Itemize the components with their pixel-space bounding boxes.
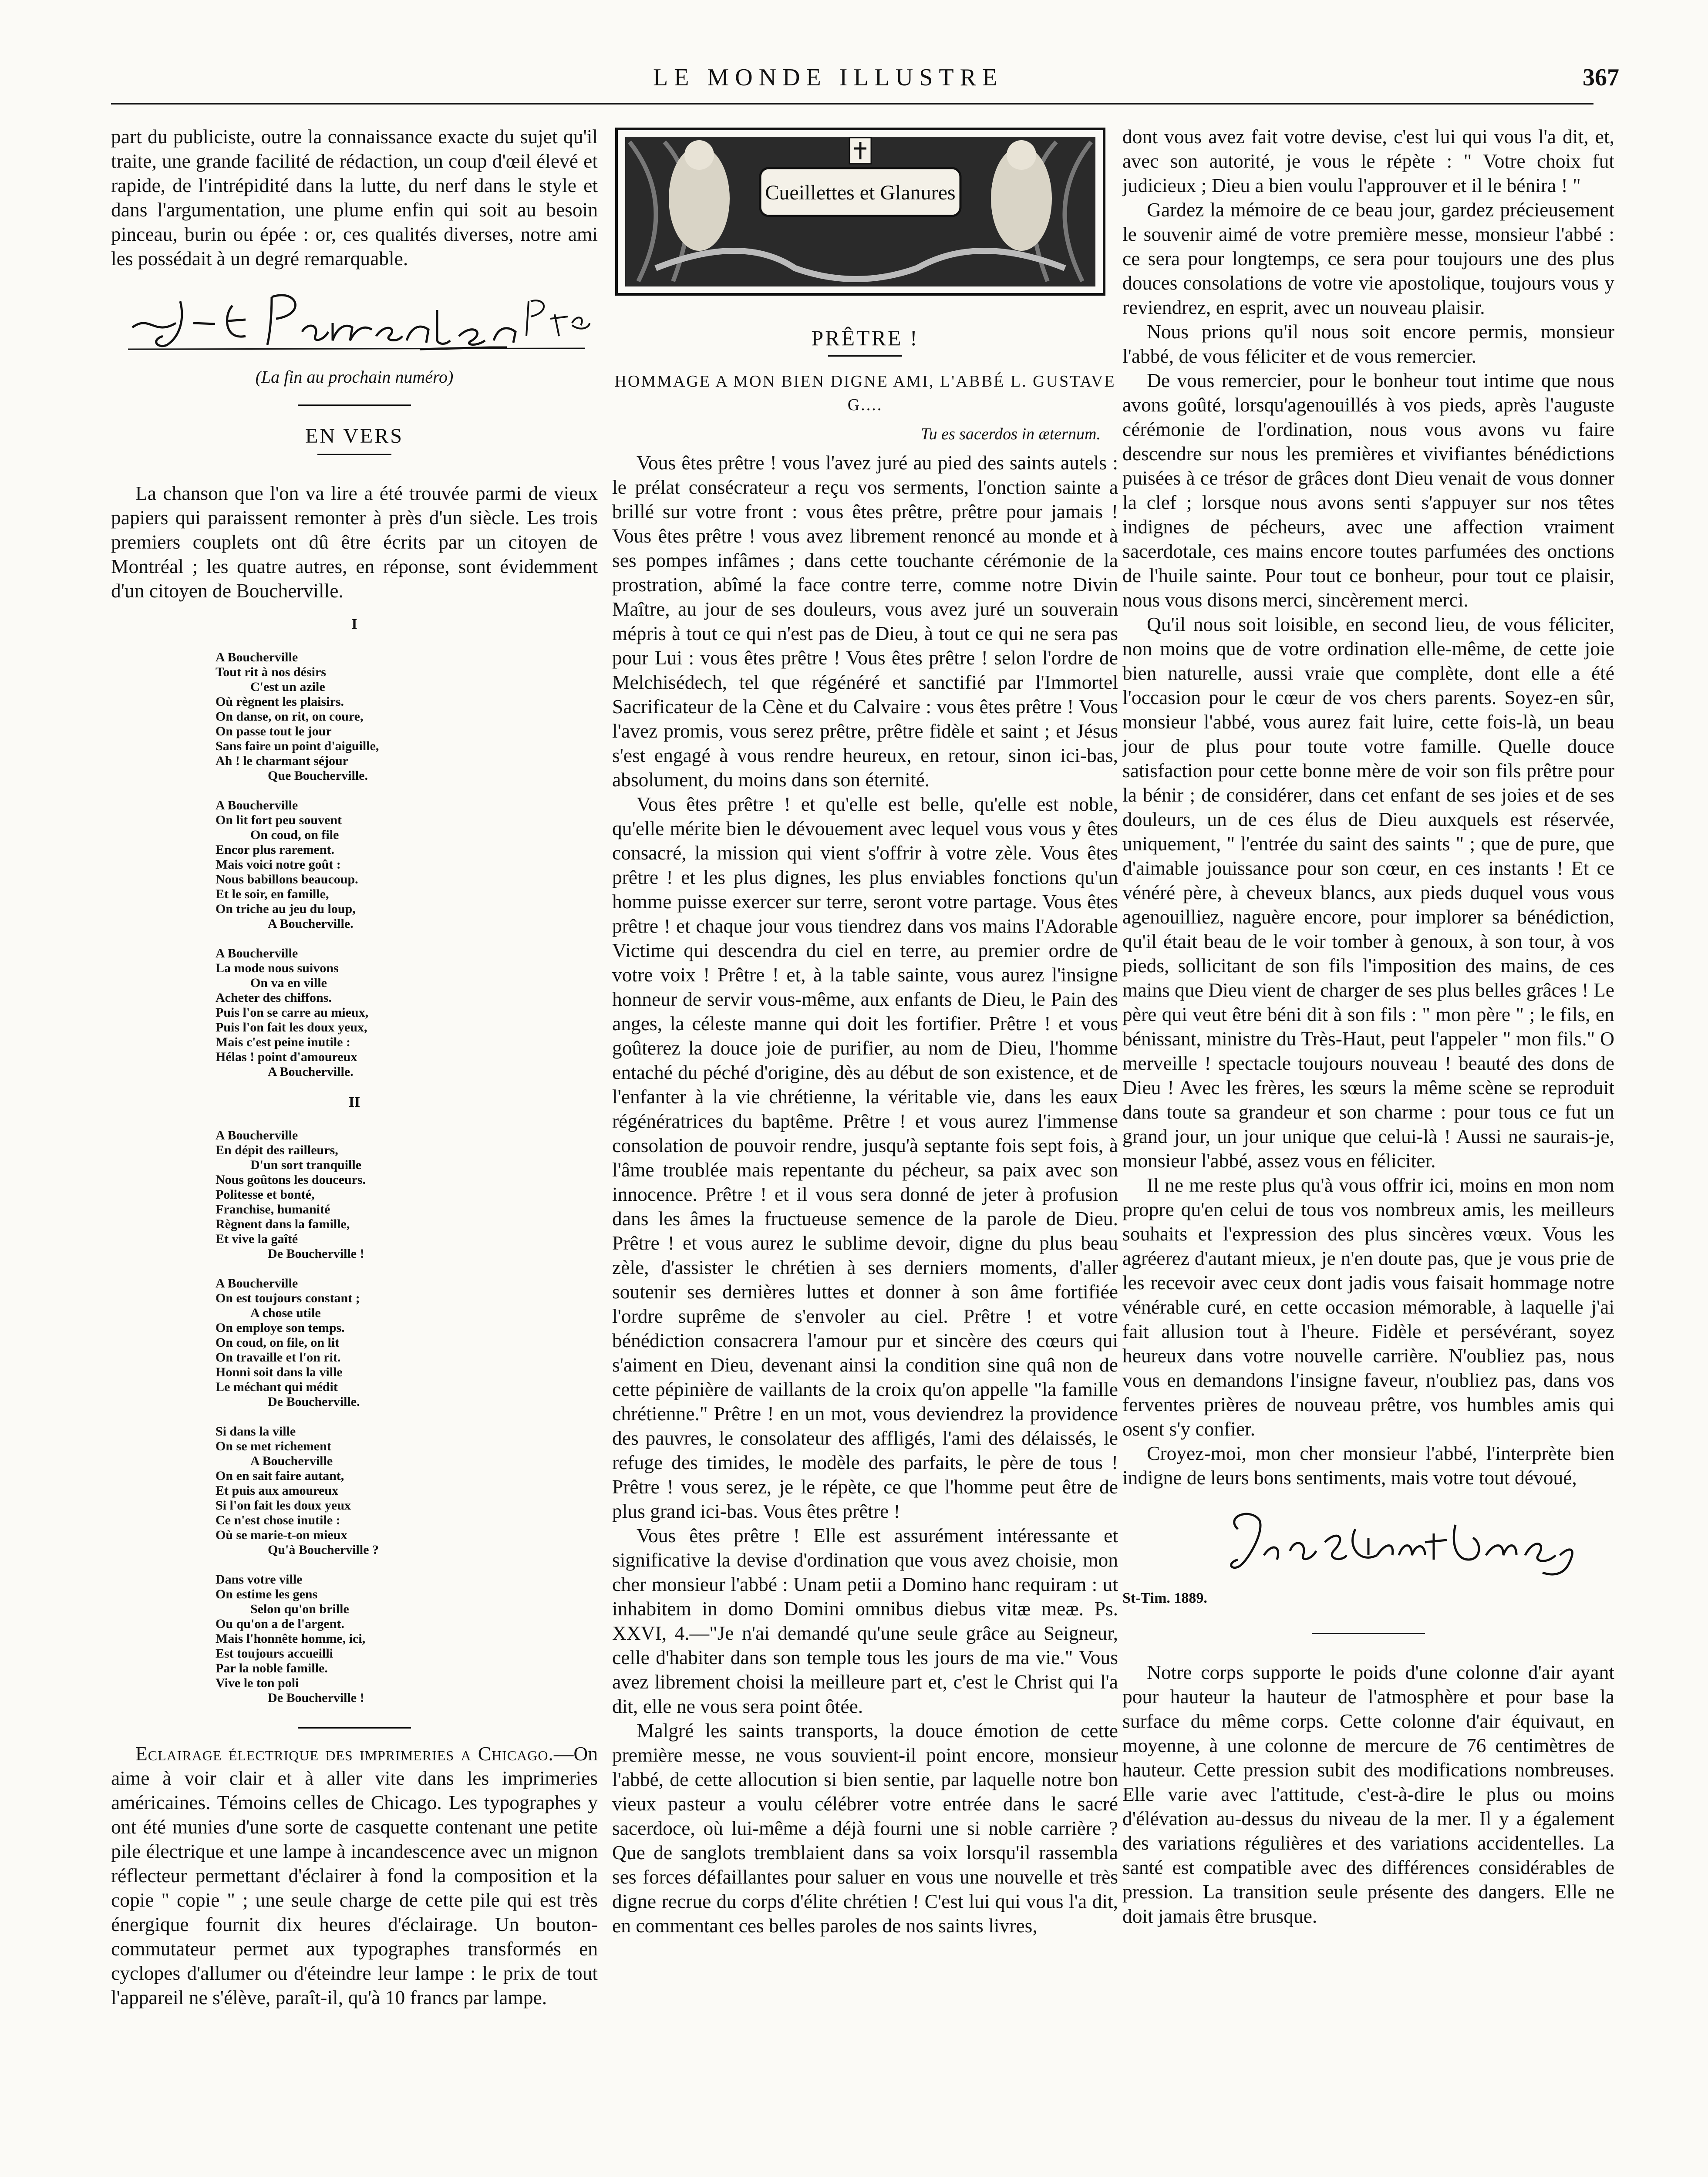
poem-line: A Boucherville (216, 946, 298, 960)
poem-line: De Boucherville. (268, 1395, 360, 1409)
page-header (0, 61, 1708, 113)
paragraph-remercier: De vous remercier, pour le bonheur tout intime que nous avons goûté, lorsqu'agenouillés à vos pieds, après l'auguste cérémonie de l'ordination, nous vous avons vu faire descendre sur nous les premières et vivifiantes bénédictions puisées à ce trésor de grâces dont Dieu venait de vous donner la clef ; lorsque nous avons senti s'appuyer sur nos têtes indignes de pécheurs, avec une affection vraiment sacerdotale, ces mains encore toutes parfumées des onctions de l'huile sainte. Pour tout ce bonheur, pour tout ce plaisir, nous vous disons merci, sincèrement merci. (1122, 369, 1614, 611)
article-dedication: HOMMAGE A MON BIEN DIGNE AMI, L'ABBÉ L. GUSTAVE G.... (614, 372, 1116, 414)
continued-paragraph: dont vous avez fait votre devise, c'est lui qui vous l'a dit, et, avec son autorité, je vous le répète : " Votre choix fut judicieux ; Dieu a bien voulu l'approuver et il le bénira ! " (1122, 125, 1614, 196)
poem-line: A Boucherville (216, 1128, 298, 1142)
poem-line: On est toujours constant ; (216, 1291, 360, 1305)
section-title-en-vers: EN VERS (305, 425, 404, 448)
parenteau-signature (115, 271, 594, 362)
poem-line: Par la noble famille. (216, 1661, 328, 1675)
poem-line: On va en ville (250, 976, 327, 990)
poem-line: Puis l'on se carre au mieux, (216, 1005, 369, 1020)
poem-line: On travaille et l'on rit. (216, 1350, 341, 1365)
vignette-label: Cueillettes et Glanures (765, 181, 956, 204)
poem-line: Hélas ! point d'amoureux (216, 1050, 357, 1064)
poem-line: Si dans la ville (216, 1424, 296, 1439)
paragraph-souhaits: Il ne me reste plus qu'à vous offrir ici, moins en mon nom propre qu'en celui de tous vos nombreux amis, les meilleurs souhaits et l'expression des plus sincères vœux. Vous les agréerez d'autant mieux, je n'en doute pas, que je vous prie de les recevoir avec ceux dont jadis vous faisait hommage notre vénérable curé, en cette occasion mémorable, à laquelle j'ai fait allusion tout à l'heure. Fidèle et persévérant, soyez heureux dans votre nouvelle carrière. N'oubliez pas, nous vous en demandons l'insigne faveur, n'oubliez pas, dans vos ferventes prières de nouveau prêtre, vos humbles amis qui osent s'y confier. (1122, 1174, 1614, 1440)
header-rule (111, 103, 1593, 104)
pretre-paragraph-3: Vous êtes prêtre ! Elle est assurément intéressante et significative la devise d'ordination que vous avez choisie, mon cher monsieur l'abbé : Unam petii a Domino hanc requiram : ut inhabitem in domo Domini omnibus diebus vitæ meæ. Ps. XXVI, 4.—"Je n'ai demandé qu'une seule grâce au Seigneur, celle d'habiter dans son temple tous les jours de ma vie." Vous avez librement choisi la meilleure part et, c'est le Christ qui l'a dit, elle ne vous sera point ôtée. (612, 1524, 1118, 1717)
poem-stanza (216, 946, 598, 1079)
article-title: PRÊTRE ! (811, 326, 919, 350)
poem-line: Ah ! le charmant séjour (216, 754, 348, 768)
poem-line: A Boucherville (216, 798, 298, 812)
poem-line: Mais voici notre goût : (216, 857, 341, 872)
poem-line: On passe tout le jour (216, 724, 332, 738)
poem-line: Nous babillons beaucoup. (216, 872, 358, 886)
poem-line: A Boucherville. (268, 1065, 354, 1079)
date-line: St-Tim. 1889. (1122, 1590, 1207, 1606)
poem-line: A chose utile (250, 1306, 321, 1320)
paragraph-nous-prions: Nous prions qu'il nous soit encore permis, monsieur l'abbé, de vous féliciter et de vous remercier. (1122, 320, 1614, 367)
poem-part-1 (216, 650, 598, 1079)
poem-line: De Boucherville ! (268, 1247, 364, 1261)
paragraph-feliciter: Qu'il nous soit loisible, en second lieu, de vous féliciter, non moins que de votre ordination elle-même, de cette joie bien naturelle, aussi vraie que complète, dont elle a été l'occasion pour le cœur de vos chers parents. Soyez-en sûr, monsieur l'abbé, vous aurez fait luire, cette fois-là, un beau jour de plus pour toute votre famille. Quelle douce satisfaction pour cette bonne mère de voir son fils prêtre pour la bénir ; de considérer, dans cet enfant de ses joies et de ses douleurs, un de ces élus de Dieu auxquels est réservée, uniquement, " l'entrée du saint des saints " ; que de pure, que d'aimable jouissance pour son cœur, en ces instants ! Et ce vénéré père, à cheveux blancs, aux pieds duquel vous vous agenouilliez, naguère encore, pour implorer sa bénédiction, qu'il était beau de le voir tomber à genoux, à son tour, à vos pieds, sollicitant de son fils l'imposition des mains, de ces mains que Dieu vient de charger de ses plus belles grâces ! Le père qui veut être béni dit à son fils : " mon père " ; le fils, en bénissant, ministre du Très-Haut, peut l'appeler " mon fils." O merveille ! spectacle toujours nouveau ! beauté des dons de Dieu ! Avec les frères, les sœurs la même scène se reproduit dans toute sa grandeur et son charme : pour tous ce fut un grand jour, un jour unique que celui-là ! Aussi ne saurais-je, monsieur l'abbé, assez vous en féliciter. (1122, 613, 1614, 1172)
poem-line: Est toujours accueilli (216, 1646, 333, 1661)
poem-line: On lit fort peu souvent (216, 813, 342, 827)
poem-stanza (216, 1424, 598, 1557)
poem-line: On coud, on file (250, 828, 339, 842)
poem-line: A Boucherville (250, 1454, 333, 1468)
poem-line: C'est un azile (250, 680, 325, 694)
poem-stanza (216, 798, 598, 931)
continued-note: (La fin au prochain numéro) (255, 367, 454, 387)
poem-line: Mais c'est peine inutile : (216, 1035, 350, 1049)
poem-line: Où se marie-t-on mieux (216, 1528, 347, 1542)
cueillettes-vignette (612, 125, 1108, 299)
eclairage-article (111, 1742, 598, 2010)
poem-stanza (216, 1276, 598, 1409)
poem-line: Politesse et bonté, (216, 1187, 315, 1202)
pretre-paragraph-2: Vous êtes prêtre ! et qu'elle est belle, qu'elle est noble, qu'elle mérite bien le dévouement avec lequel vous vous y êtes consacré, la mission qui vient s'offrir à votre zèle. Vous êtes prêtre ! et les plus dignes, les plus enviables fonctions qu'un homme puisse exercer sur terre, seront votre partage. Vous êtes prêtre ! et chaque jour vous tiendrez dans vos mains l'Adorable Victime qui descendra du ciel en terre, au premier ordre de votre voix ! Prêtre ! et, à la table sainte, vous aurez l'insigne honneur de servir vous-même, aux enfants de Dieu, le Pain des anges, la céleste manne qui doit les fortifier. Prêtre ! et vous goûterez la douce joie de purifier, au nom de Dieu, l'homme entaché du péché d'origine, dès au début de son existence, et de l'enfanter à la vie chrétienne, la véritable vie, dans les eaux régénératrices du baptême. Prêtre ! et vous aurez l'immense consolation de pouvoir rendre, jusqu'à septante fois sept fois, à l'âme troublée mais repentante du pécheur, sa paix avec son innocence. Prêtre ! et il vous sera donné de jeter à profusion dans les âmes la fructueuse semence de la parole de Dieu. Prêtre ! et vous aurez le sublime devoir, digne du plus beau zèle, d'assister le chrétien à ses derniers moments, d'aller soutenir ses dernières luttes et donner à son âme fortifiée l'ordre suprême de s'envoler au ciel. Prêtre ! et votre bénédiction consacrera l'amour pur et sincère des cœurs qui s'aiment en Dieu, devenant ainsi la condition sine quâ non de cette pépinière de vaillants de la croix qu'on appelle "la famille chrétienne." Prêtre ! en un mot, vous deviendrez la providence des pauvres, le consolateur des affligés, l'ami des délaissés, le refuge des timides, le modèle des parfaits, le père de tous ! Prêtre ! vous serez, je le répète, ce que l'homme peut être de plus grand ici-bas. Vous êtes prêtre ! (612, 793, 1118, 1522)
poem-line: Mais l'honnête homme, ici, (216, 1631, 366, 1646)
paragraph-closing: Croyez-moi, mon cher monsieur l'abbé, l'interprète bien indigne de leurs bons sentiments, mais votre tout dévoué, (1122, 1442, 1614, 1489)
poem-line: De Boucherville ! (268, 1691, 364, 1705)
intro-paragraph: part du publiciste, outre la connaissance exacte du sujet qu'il traite, une grande facilité de rédaction, un coup d'œil élevé et rapide, de l'intrépidité dans la lutte, du nerf dans le style et dans l'argumentation, une plume enfin qui soit au besoin pinceau, burin ou épée : or, ces qualités diverses, notre ami les possédait à un degré remarquable. (111, 125, 598, 270)
page-number: 367 (1583, 64, 1619, 91)
poem-line: Tout rit à nos désirs (216, 665, 326, 679)
masthead: LE MONDE ILLUSTRE (653, 64, 1004, 91)
poem-line: Honni soit dans la ville (216, 1365, 343, 1379)
poem-line: Ou qu'on a de l'argent. (216, 1617, 344, 1631)
poem-line: On coud, on file, on lit (216, 1335, 340, 1350)
part-label-2: II (348, 1094, 360, 1110)
column-left (111, 125, 598, 2177)
poem-line: Si l'on fait les doux yeux (216, 1498, 351, 1513)
poem-line: Où règnent les plaisirs. (216, 694, 344, 709)
poem-line: Ce n'est chose inutile : (216, 1513, 340, 1527)
poem-line: On danse, on rit, on coure, (216, 709, 364, 724)
paragraph-gardez: Gardez la mémoire de ce beau jour, gardez précieusement le souvenir aimé de votre première messe, monsieur l'abbé : ce sera pour longtemps, ce sera pour toujours une des plus douces consolations de votre vie apostolique, toujours vous y reviendrez, en esprit, avec un nouveau plaisir. (1122, 199, 1614, 318)
poem-line: On employe son temps. (216, 1321, 345, 1335)
poem-line: Puis l'on fait les doux yeux, (216, 1020, 367, 1035)
poem-line: On estime les gens (216, 1587, 318, 1601)
poem-line: Règnent dans la famille, (216, 1217, 350, 1231)
section-rule (1312, 1633, 1425, 1634)
column-right (1122, 125, 1614, 2177)
vers-intro: La chanson que l'on va lire a été trouvée parmi de vieux papiers qui paraissent remonter à près d'un siècle. Les trois premiers couplets ont dû être écrits par un citoyen de Montréal ; les quatre autres, en réponse, sont évidemment d'un citoyen de Boucherville. (111, 482, 598, 602)
poem-line: On en sait faire autant, (216, 1469, 344, 1483)
poem-line: La mode nous suivons (216, 961, 339, 975)
poem-stanza (216, 1572, 598, 1705)
pretre-paragraph-1: Vous êtes prêtre ! vous l'avez juré au pied des saints autels : le prélat consécrateur a reçu vos serments, l'onction sainte a brillé sur votre front : vous êtes prêtre, prêtre pour jamais ! Vous êtes prêtre ! vous avez librement renoncé au monde et à ses pompes infâmes ; dans cette touchante cérémonie de la prostration, abîmé la face contre terre, comme notre Divin Maître, au jour de ses douleurs, vous avez juré un souverain mépris à tout ce qui n'est pas de Dieu, à tout ce qui ne sera pas pour Lui : vous êtes prêtre ! Vous êtes prêtre ! selon l'ordre de Melchisédech, tel que régénéré et sanctifié par l'Immortel Sacrificateur de la Cène et du Calvaire : vous êtes prêtre ! Vous l'avez promis, vous serez prêtre, prêtre fidèle et saint ; et Jésus s'est engagé à vous rendre heureux, en retour, sinon ici-bas, absolument, du moins dans son éternité. (612, 452, 1118, 791)
poem-line: Vive le ton poli (216, 1676, 299, 1690)
poem-line: Et puis aux amoureux (216, 1483, 339, 1498)
pretre-paragraph-4: Malgré les saints transports, la douce émotion de cette première messe, ne vous souvient-il point encore, monsieur l'abbé, de cette allocution si bien sentie, par laquelle notre bon vieux pasteur a voulu célébrer votre entrée dans le sacré sacerdoce, où lui-même a déjà fourni une si noble carrière ? Que de sanglots tremblaient dans sa voix lorsqu'il rassembla ses forces défaillantes pour saluer en vous une nouvelle et très digne recrue du corps d'élite chrétien ! C'est lui qui vous l'a dit, en commentant ces belles paroles de nos saints livres, (612, 1719, 1118, 1937)
poem-line: A Boucherville (216, 650, 298, 664)
poem-line: Encor plus rarement. (216, 842, 335, 857)
eclairage-title: Eclairage électrique des imprimeries a Chicago. (135, 1742, 554, 1765)
poem-line: Nous goûtons les douceurs. (216, 1173, 366, 1187)
poem-line: D'un sort tranquille (250, 1158, 362, 1172)
poem-line: Le méchant qui médit (216, 1380, 338, 1394)
column-middle (612, 125, 1118, 2177)
section-rule-2 (298, 1727, 411, 1729)
poem-line: Sans faire un point d'aiguille, (216, 739, 379, 753)
poem-line: Et le soir, en famille, (216, 887, 329, 901)
eclairage-text: —On aime à voir clair et à aller vite dans les imprimeries américaines. Témoins celles de Chicago. Les typographes y ont été munies d'une sorte de casquette contenant une petite pile électrique et une lampe à incandescence avec un mignon réflecteur permettant d'éclairer à fond la composition et la copie " copie " ; une seule charge de cette pile qui est très énergique fournit dix heures d'éclairage. Un bouton-commutateur permet aux typographes transformés en cyclopes d'allumer ou d'éteindre leur lampe : le prix de tout l'appareil ne s'élève, paraît-il, qu'à 10 francs par lampe. (111, 1742, 598, 2009)
pression-atmospherique-paragraph: Notre corps supporte le poids d'une colonne d'air ayant pour hauteur la hauteur de l'atmosphère et pour base la surface du même corps. Cette colonne d'air équivaut, en moyenne, à une colonne de mercure de 76 centimètres de hauteur. Cette pression subit des modifications nombreuses. Elle varie avec l'attitude, c'est-à-dire le plus ou moins d'élévation au-dessus du niveau de la mer. Il y a également des variations régulières et des variations accidentelles. La santé est compatible avec des différences considérables de pression. La transition seule présente des dangers. Elle ne doit jamais être brusque. (1122, 1661, 1614, 1927)
poem-line: On se met richement (216, 1439, 331, 1453)
title-rule (317, 454, 391, 455)
part-label-1: I (351, 616, 357, 632)
poem-line: Qu'à Boucherville ? (268, 1543, 379, 1557)
poem-line: Acheter des chiffons. (216, 991, 332, 1005)
poem-line: En dépit des railleurs, (216, 1143, 338, 1157)
poem-line: Que Boucherville. (268, 768, 368, 783)
poem-line: Selon qu'on brille (250, 1602, 349, 1616)
saint-elme-signature (1151, 1490, 1586, 1586)
poem-line: A Boucherville (216, 1276, 298, 1291)
poem-line: On triche au jeu du loup, (216, 902, 356, 916)
epigraph: Tu es sacerdos in æternum. (920, 425, 1101, 443)
poem-line: Et vive la gaîté (216, 1232, 298, 1246)
section-rule (298, 404, 411, 406)
poem-part-2 (216, 1128, 598, 1705)
poem-line: A Boucherville. (268, 917, 354, 931)
poem-stanza (216, 1128, 598, 1261)
poem-stanza (216, 650, 598, 783)
poem-line: Dans votre ville (216, 1572, 303, 1587)
title-rule (828, 355, 902, 357)
poem-line: Franchise, humanité (216, 1202, 330, 1217)
